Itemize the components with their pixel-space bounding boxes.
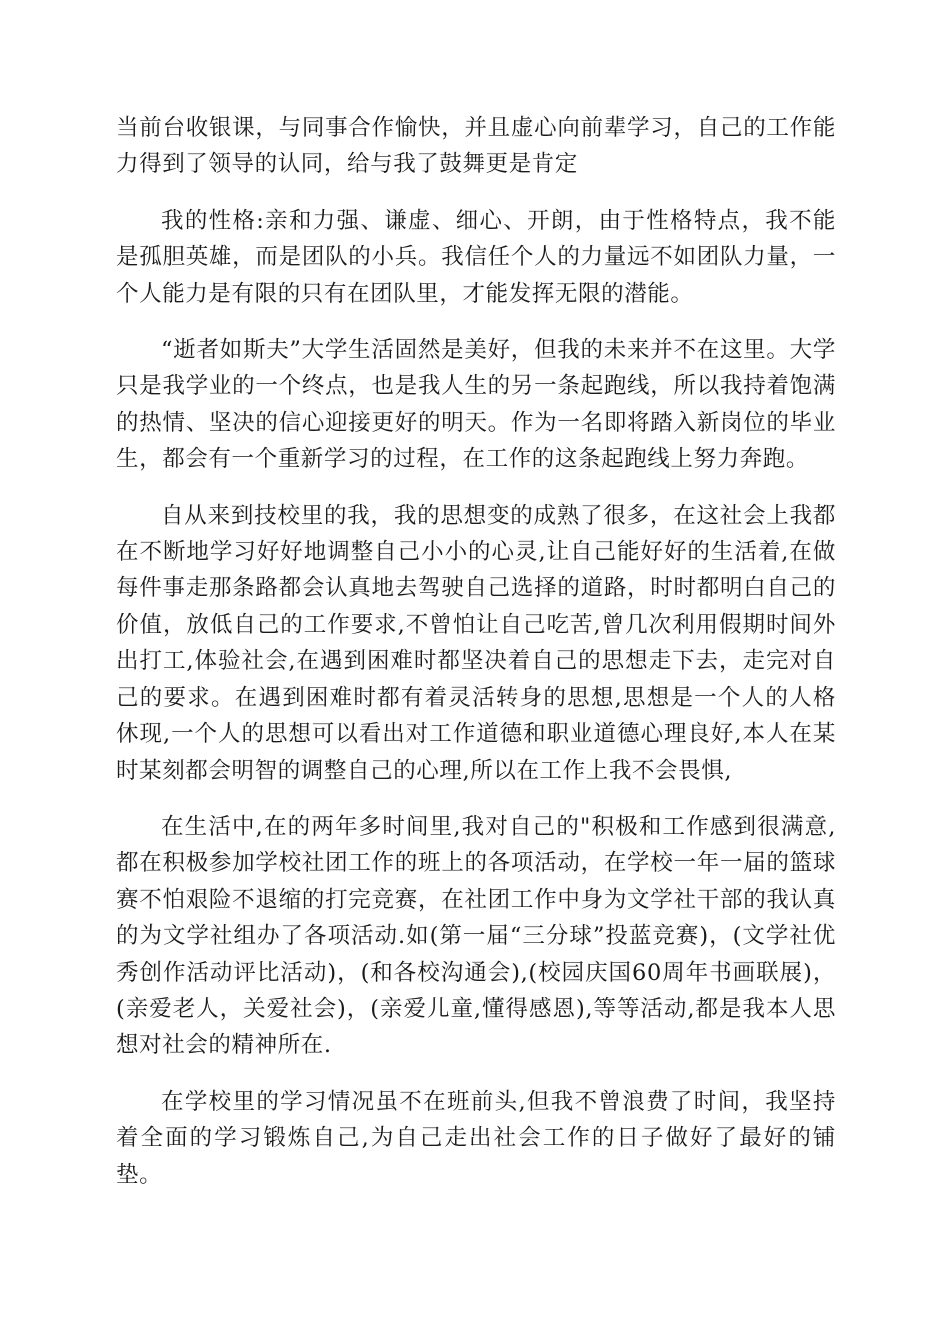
paragraph-activities: 在生活中,在的两年多时间里,我对自己的"积极和工作感到很满意,都在积极参加学校社团工作的班上的各项活动，在学校一年一届的篮球赛不怕艰险不退缩的打完竞赛，在社团工作中身为文学社干部的我认真的为文学社组办了各项活动.如(第一届“三分球”投蓝竞赛)，(文学社优秀创作活动评比活动)，(和各校沟通会),(校园庆国60周年书画联展)，(亲爱老人，关爱社会)，(亲爱儿童,懂得感恩),等等活动,都是我本人思想对社会的精神所在.	[116, 813, 836, 1059]
paragraph-continued: 当前台收银课，与同事合作愉快，并且虚心向前辈学习，自己的工作能力得到了领导的认同，给与我了鼓舞更是肯定	[116, 115, 836, 178]
paragraph-personality: 我的性格:亲和力强、谦虚、细心、开朗，由于性格特点，我不能是孤胆英雄，而是团队的小兵。我信任个人的力量远不如团队力量，一个人能力是有限的只有在团队里，才能发挥无限的潜能。	[116, 207, 836, 307]
paragraph-university-life: “逝者如斯夫”大学生活固然是美好，但我的未来并不在这里。大学只是我学业的一个终点，也是我人生的另一条起跑线，所以我持着饱满的热情、坚决的信心迎接更好的明天。作为一名即将踏入新岗位的毕业生，都会有一个重新学习的过程，在工作的这条起跑线上努力奔跑。	[116, 337, 836, 473]
document-body	[116, 110, 836, 1213]
paragraph-thoughts: 自从来到技校里的我，我的思想变的成熟了很多，在这社会上我都在不断地学习好好地调整自己小小的心灵,让自己能好好的生活着,在做每件事走那条路都会认真地去驾驶自己选择的道路，时时都明白自己的价值，放低自己的工作要求,不曾怕让自己吃苦,曾几次利用假期时间外出打工,体验社会,在遇到困难时都坚决着自己的思想走下去，走完对自己的要求。在遇到困难时都有着灵活转身的思想,思想是一个人的人格休现,一个人的思想可以看出对工作道德和职业道德心理良好,本人在某时某刻都会明智的调整自己的心理,所以在工作上我不会畏惧,	[116, 502, 836, 784]
paragraph-study: 在学校里的学习情况虽不在班前头,但我不曾浪费了时间，我坚持着全面的学习锻炼自己,为自己走出社会工作的日子做好了最好的铺垫。	[116, 1088, 836, 1188]
